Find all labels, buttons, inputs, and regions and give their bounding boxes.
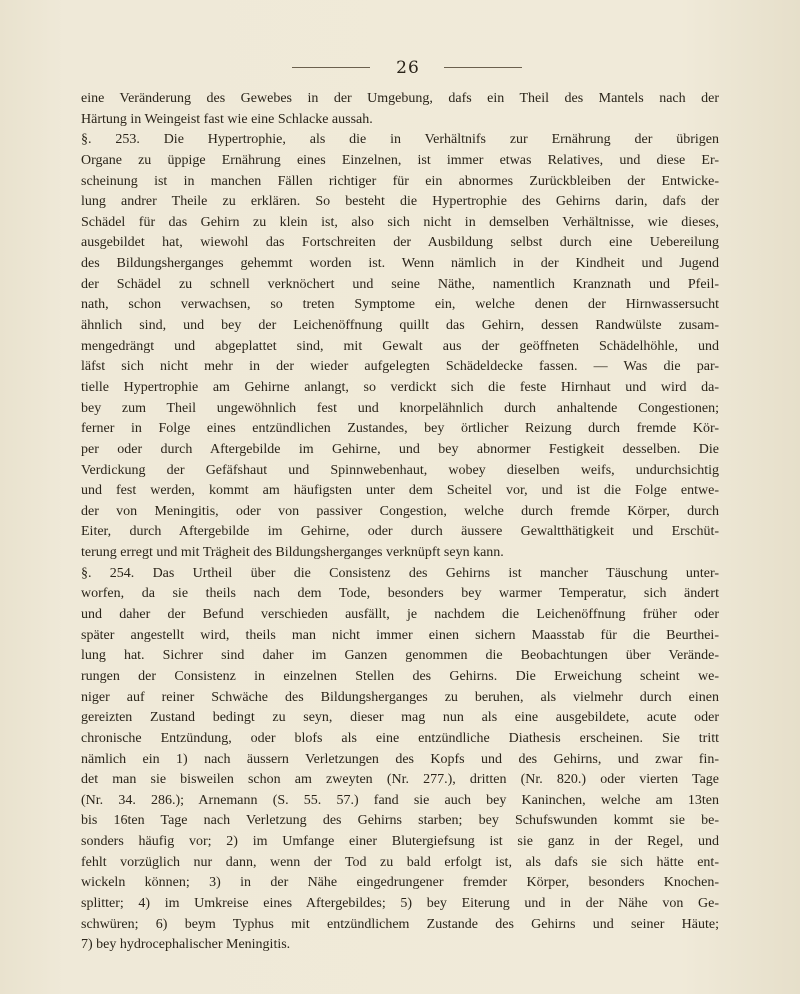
page-number: 26 xyxy=(396,58,420,78)
text-line: Eiter, durch Aftergebilde im Gehirne, oder durch äussere Gewaltthätigkeit und Erschüt- xyxy=(81,524,719,540)
text-line: Organe zu üppige Ernährung eines Einzelnen, ist immer etwas Relatives, und diese Er- xyxy=(81,152,719,168)
header-rule-right xyxy=(444,67,522,68)
text-line: ausgebildet hat, wiewohl das Fortschreiten der Ausbildung selbst durch eine Uebereilung xyxy=(81,235,719,251)
body-text xyxy=(81,89,719,956)
text-line: der Schädel zu schnell verknöchert und seine Näthe, namentlich Kranznath und Pfeil- xyxy=(81,276,719,292)
text-line: terung erregt und mit Trägheit des Bildungsherganges verknüpft seyn kann. xyxy=(81,545,504,561)
text-line: lung hat. Sichrer sind daher im Ganzen genommen die Beobachtungen über Verände- xyxy=(81,648,719,664)
text-line: tielle Hypertrophie am Gehirne anlangt, so verdickt sich die feste Hirnhaut und wird da- xyxy=(81,379,719,395)
text-line: lung andrer Theile zu erklären. So besteht die Hypertrophie des Gehirns darin, dafs der xyxy=(81,194,719,210)
text-line: läfst sich nicht mehr in der wieder aufgelegten Schädeldecke fassen. — Was die par- xyxy=(81,359,719,375)
text-line: fehlt vorzüglich nur dann, wenn der Tod zu bald erfolgt ist, als dafs sie sich hätte ent- xyxy=(81,854,719,870)
text-line: und fest werden, kommt am häufigsten unter dem Scheitel vor, und ist die Folge entwe- xyxy=(81,483,719,499)
text-line: chronische Entzündung, oder blofs als eine entzündliche Diathesis erscheinen. Sie tritt xyxy=(81,730,719,746)
text-line: Verdickung der Gefäfshaut und Spinnwebenhaut, wobey dieselben weifs, undurchsichtig xyxy=(81,462,719,478)
text-line: eine Veränderung des Gewebes in der Umgebung, dafs ein Theil des Mantels nach der xyxy=(81,91,719,106)
text-line: des Bildungsherganges gehemmt worden ist. Wenn nämlich in der Kindheit und Jugend xyxy=(81,256,719,272)
text-line: §. 254. Das Urtheil über die Consistenz des Gehirns ist mancher Täuschung unter- xyxy=(81,565,719,581)
text-line: später angestellt wird, theils man nicht immer einen sichern Maasstab für die Beurthei- xyxy=(81,627,719,643)
text-line: nath, schon verwachsen, so treten Symptome ein, welche denen der Hirnwassersucht xyxy=(81,297,719,313)
text-line: bis 16ten Tage nach Verletzung des Gehirns starben; bey Schufswunden kommt sie be- xyxy=(81,813,719,829)
text-line: 7) bey hydrocephalischer Meningitis. xyxy=(81,937,291,953)
text-line: mengedrängt und abgeplattet sind, mit Gewalt aus der geöffneten Schädelhöhle, und xyxy=(81,338,719,354)
text-line: splitter; 4) im Umkreise eines Aftergebildes; 5) bey Eiterung und in der Nähe von Ge- xyxy=(81,895,719,911)
header-rule-left xyxy=(292,67,370,68)
text-line: per oder durch Aftergebilde im Gehirne, und bey abnormer Festigkeit desselben. Die xyxy=(81,441,719,457)
text-line: det man sie bisweilen schon am zweyten (Nr. 277.), dritten (Nr. 820.) oder vierten Tage xyxy=(81,772,719,788)
text-line: (Nr. 34. 286.); Arnemann (S. 55. 57.) fand sie auch bey Kaninchen, welche am 13ten xyxy=(81,792,719,808)
text-line: scheinung ist in manchen Fällen richtiger für ein abnormes Zurückbleiben der Entwicke- xyxy=(81,173,719,189)
text-line: gereizten Zustand bedingt zu seyn, dieser mag nun als eine ausgebildete, acute oder xyxy=(81,710,719,726)
text-line: niger auf reiner Schwäche des Bildungsherganges zu beruhen, als vielmehr durch einen xyxy=(81,689,719,705)
text-line: und daher der Befund verschieden ausfällt, je nachdem die Leichenöffnung früher oder xyxy=(81,607,719,623)
text-line: der von Meningitis, oder von passiver Congestion, welche durch fremde Körper, durch xyxy=(81,503,719,519)
text-line: nämlich ein 1) nach äussern Verletzungen des Kopfs und des Gehirns, und zwar fin- xyxy=(81,751,719,767)
text-line: ähnlich sind, und bey der Leichenöffnung quillt das Gehirn, dessen Randwülste zusam- xyxy=(81,318,719,334)
page-header xyxy=(0,42,800,82)
text-line: §. 253. Die Hypertrophie, als die in Verhältnifs zur Ernährung der übrigen xyxy=(81,132,719,148)
text-line: sonders häufig vor; 2) im Umfange einer Blutergiefsung ist sie ganz in der Regel, und xyxy=(81,834,719,850)
text-line: Härtung in Weingeist fast wie eine Schlacke aussah. xyxy=(81,111,373,127)
text-line: rungen der Consistenz in einzelnen Stellen des Gehirns. Die Erweichung scheint we- xyxy=(81,668,719,684)
text-line: worfen, da sie theils nach dem Tode, besonders bey warmer Temperatur, sich ändert xyxy=(81,586,719,602)
text-line: Schädel für das Gehirn zu klein ist, also sich nicht in demselben Verhältnisse, wie dieses, xyxy=(81,214,719,230)
text-line: ferner in Folge eines entzündlichen Zustandes, bey örtlicher Reizung durch fremde Kör- xyxy=(81,421,719,437)
text-line: wickeln können; 3) in der Nähe eingedrungener fremder Körper, besonders Knochen- xyxy=(81,875,719,891)
text-line: schwüren; 6) beym Typhus mit entzündlichem Zustande des Gehirns und seiner Häute; xyxy=(81,916,719,932)
text-line: bey zum Theil ungewöhnlich fest und knorpelähnlich durch anhaltende Congestionen; xyxy=(81,400,719,416)
